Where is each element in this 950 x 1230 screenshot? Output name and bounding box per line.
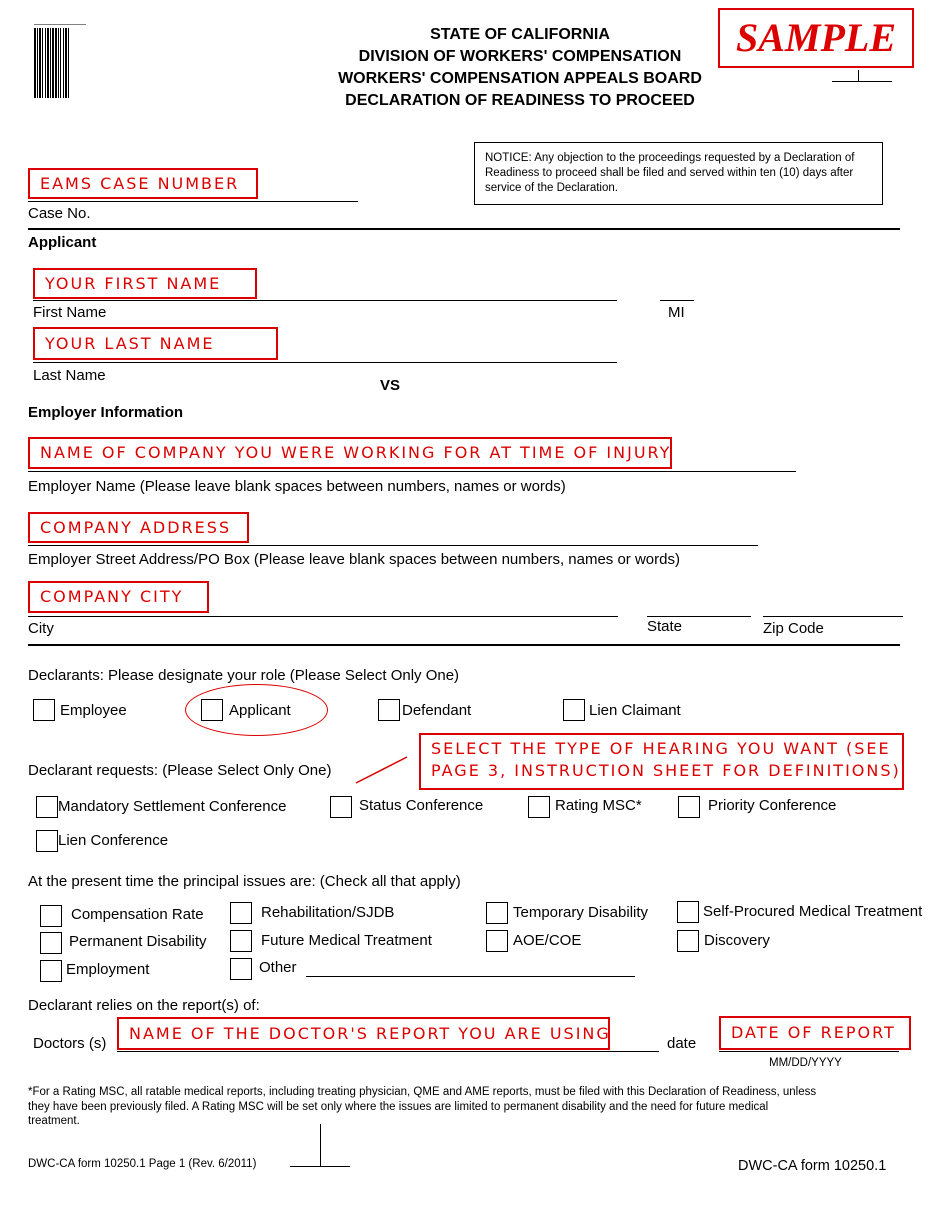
employee-label: Employee	[60, 702, 127, 719]
company-address-annotation: COMPANY ADDRESS	[28, 512, 249, 543]
requests-prompt: Declarant requests: (Please Select Only One)	[28, 762, 332, 779]
first-name-label: First Name	[33, 304, 107, 321]
footer-right-label: DWC-CA form 10250.1	[738, 1158, 887, 1174]
company-city-annotation: COMPANY CITY	[28, 581, 209, 613]
first-name-annotation: YOUR FIRST NAME	[33, 268, 257, 299]
applicant-label: Applicant	[229, 702, 291, 719]
lien-claimant-label: Lien Claimant	[589, 702, 681, 719]
date-format-hint: MM/DD/YYYY	[769, 1057, 842, 1069]
lien-claimant-checkbox[interactable]	[563, 699, 585, 721]
footer-left-label: DWC-CA form 10250.1 Page 1 (Rev. 6/2011)	[28, 1158, 257, 1170]
annotation-pointer-line	[355, 755, 410, 785]
applicant-checkbox[interactable]	[201, 699, 223, 721]
mi-label: MI	[668, 304, 685, 321]
employer-heading: Employer Information	[28, 404, 184, 421]
other-field[interactable]	[306, 976, 635, 977]
employer-address-field[interactable]	[28, 545, 758, 546]
reports-prompt: Declarant relies on the report(s) of:	[28, 997, 260, 1014]
mandatory-settlement-label: Mandatory Settlement Conference	[58, 798, 287, 815]
defendant-label: Defendant	[402, 702, 472, 719]
hearing-annotation-line-2: PAGE 3, INSTRUCTION SHEET FOR DEFINITIONS)	[431, 761, 901, 780]
temporary-disability-label: Temporary Disability	[513, 904, 649, 921]
first-name-field[interactable]	[33, 300, 617, 301]
compensation-rate-label: Compensation Rate	[71, 906, 204, 923]
lien-conference-label: Lien Conference	[58, 832, 169, 849]
rating-msc-label: Rating MSC*	[555, 797, 642, 814]
sample-stamp: SAMPLE	[718, 8, 914, 68]
zip-label: Zip Code	[763, 620, 824, 637]
other-label: Other	[259, 959, 297, 976]
aoe-coe-label: AOE/COE	[513, 932, 582, 949]
discovery-label: Discovery	[704, 932, 770, 949]
header-line-1: STATE OF CALIFORNIA	[430, 26, 610, 43]
hearing-type-annotation	[419, 733, 904, 790]
footer-tick	[320, 1124, 321, 1166]
employer-name-field[interactable]	[28, 471, 796, 472]
temporary-disability-checkbox[interactable]	[486, 902, 508, 924]
doctors-field[interactable]	[117, 1051, 659, 1052]
notice-box: NOTICE: Any objection to the proceedings requested by a Declaration of Readiness to proceed shall be filed and served within ten (10) days after service of the Declaration.	[474, 142, 883, 205]
last-name-label: Last Name	[33, 367, 106, 384]
employment-checkbox[interactable]	[40, 960, 62, 982]
employer-name-annotation: NAME OF COMPANY YOU WERE WORKING FOR AT TIME OF INJURY	[28, 437, 672, 469]
future-medical-checkbox[interactable]	[230, 930, 252, 952]
employer-address-label: Employer Street Address/PO Box (Please leave blank spaces between numbers, names or words)	[28, 551, 680, 568]
employee-checkbox[interactable]	[33, 699, 55, 721]
doctors-label: Doctors (s)	[33, 1035, 107, 1052]
header-line-4: DECLARATION OF READINESS TO PROCEED	[345, 92, 695, 109]
last-name-field[interactable]	[33, 362, 617, 363]
discovery-checkbox[interactable]	[677, 930, 699, 952]
self-procured-label: Self-Procured Medical Treatment	[703, 903, 923, 920]
employment-label: Employment	[66, 961, 150, 978]
rating-msc-checkbox[interactable]	[528, 796, 550, 818]
other-checkbox[interactable]	[230, 958, 252, 980]
issues-prompt: At the present time the principal issues are: (Check all that apply)	[28, 873, 461, 890]
last-name-annotation: YOUR LAST NAME	[33, 327, 278, 360]
section-divider-2	[28, 644, 900, 646]
header-line-3: WORKERS' COMPENSATION APPEALS BOARD	[338, 70, 702, 87]
permanent-disability-checkbox[interactable]	[40, 932, 62, 954]
footer-rule	[290, 1166, 350, 1167]
applicant-heading: Applicant	[28, 234, 97, 251]
defendant-checkbox[interactable]	[378, 699, 400, 721]
zip-field[interactable]	[763, 616, 903, 617]
case-number-field[interactable]	[28, 201, 358, 202]
doctor-report-annotation: NAME OF THE DOCTOR'S REPORT YOU ARE USING	[117, 1017, 610, 1050]
city-field[interactable]	[28, 616, 618, 617]
self-procured-checkbox[interactable]	[677, 901, 699, 923]
barcode-image	[34, 24, 86, 98]
priority-conference-checkbox[interactable]	[678, 796, 700, 818]
state-label: State	[647, 618, 683, 635]
employer-name-label: Employer Name (Please leave blank spaces between numbers, names or words)	[28, 478, 566, 495]
rating-msc-footnote: *For a Rating MSC, all ratable medical reports, including treating physician, QME and AME reports, must be filed with this Declaration of Readiness, unless they have been previously filed. A Rating MSC will be set only where the issues are limited to permanent disability and the need for future medical treatment.	[28, 1086, 817, 1127]
case-number-label: Case No.	[28, 205, 91, 222]
future-medical-label: Future Medical Treatment	[261, 932, 432, 949]
case-number-annotation: EAMS CASE NUMBER	[28, 168, 258, 199]
hearing-annotation-line-1: SELECT THE TYPE OF HEARING YOU WANT (SEE	[431, 739, 891, 758]
lien-conference-checkbox[interactable]	[36, 830, 58, 852]
rehabilitation-checkbox[interactable]	[230, 902, 252, 924]
rehabilitation-label: Rehabilitation/SJDB	[261, 904, 395, 921]
stamp-tick	[858, 70, 859, 81]
header-line-2: DIVISION OF WORKERS' COMPENSATION	[358, 48, 682, 65]
mandatory-settlement-checkbox[interactable]	[36, 796, 58, 818]
form-header	[260, 24, 780, 112]
date-of-report-annotation: DATE OF REPORT	[719, 1016, 911, 1050]
permanent-disability-label: Permanent Disability	[69, 933, 207, 950]
versus-label: VS	[380, 377, 401, 394]
stamp-rule	[832, 81, 892, 82]
aoe-coe-checkbox[interactable]	[486, 930, 508, 952]
section-divider	[28, 228, 900, 230]
status-conference-checkbox[interactable]	[330, 796, 352, 818]
priority-conference-label: Priority Conference	[708, 797, 837, 814]
declarants-prompt: Declarants: Please designate your role (Please Select Only One)	[28, 667, 460, 684]
date-field[interactable]	[719, 1051, 899, 1052]
compensation-rate-checkbox[interactable]	[40, 905, 62, 927]
status-conference-label: Status Conference	[359, 797, 484, 814]
date-label: date	[667, 1035, 697, 1052]
mi-field[interactable]	[660, 300, 694, 301]
city-label: City	[28, 620, 54, 637]
state-field[interactable]	[647, 616, 751, 617]
